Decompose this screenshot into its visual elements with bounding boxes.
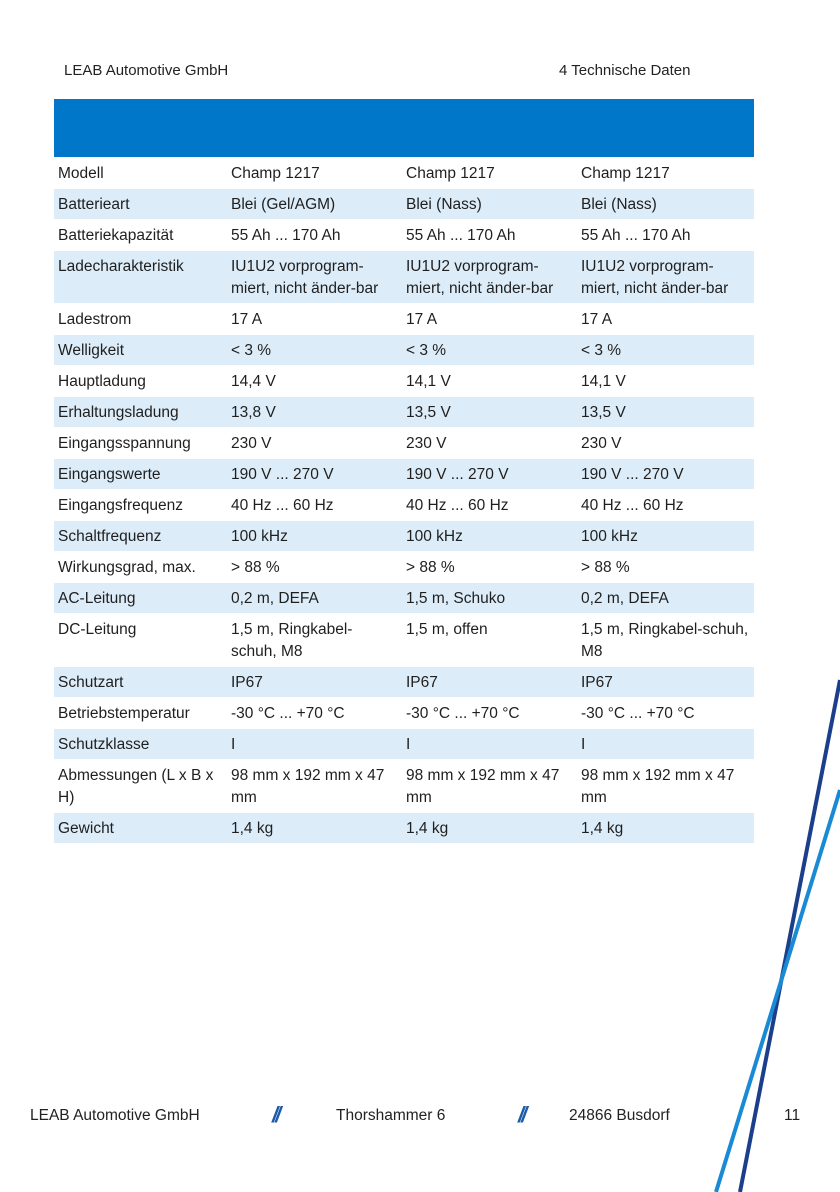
- row-value: 1,4 kg: [577, 813, 754, 844]
- row-value: 1,5 m, Schuko: [402, 583, 577, 614]
- row-value: I: [402, 729, 577, 760]
- row-value: 100 kHz: [227, 521, 402, 552]
- row-value: Blei (Nass): [402, 189, 577, 220]
- row-value: < 3 %: [227, 335, 402, 366]
- header-section-title: 4 Technische Daten: [559, 62, 691, 79]
- row-value: I: [227, 729, 402, 760]
- row-value: 190 V ... 270 V: [227, 459, 402, 490]
- row-value: 1,4 kg: [227, 813, 402, 844]
- row-value: 13,8 V: [227, 397, 402, 428]
- row-value: 14,1 V: [577, 366, 754, 397]
- row-label: Betriebstemperatur: [54, 698, 227, 729]
- row-value: 55 Ah ... 170 Ah: [577, 220, 754, 251]
- row-value: 0,2 m, DEFA: [227, 583, 402, 614]
- row-value: 230 V: [227, 428, 402, 459]
- row-value: IP67: [227, 667, 402, 698]
- row-value: -30 °C ... +70 °C: [227, 698, 402, 729]
- row-label: Abmessungen (L x B x H): [54, 760, 227, 813]
- footer-city: 24866 Busdorf: [569, 1107, 670, 1124]
- row-value: IP67: [402, 667, 577, 698]
- page-number: 11: [784, 1107, 801, 1124]
- row-value: Champ 1217: [227, 158, 402, 189]
- row-value: 98 mm x 192 mm x 47 mm: [577, 760, 754, 813]
- row-value: 230 V: [402, 428, 577, 459]
- footer-street: Thorshammer 6: [336, 1107, 446, 1124]
- row-value: Blei (Nass): [577, 189, 754, 220]
- row-value: 13,5 V: [577, 397, 754, 428]
- row-value: I: [577, 729, 754, 760]
- row-value: < 3 %: [402, 335, 577, 366]
- row-value: 98 mm x 192 mm x 47 mm: [402, 760, 577, 813]
- row-value: Champ 1217: [577, 158, 754, 189]
- row-value: IU1U2 vorprogram-miert, nicht änder-bar: [227, 251, 402, 304]
- row-value: 14,1 V: [402, 366, 577, 397]
- row-value: 40 Hz ... 60 Hz: [577, 490, 754, 521]
- row-value: IU1U2 vorprogram-miert, nicht änder-bar: [402, 251, 577, 304]
- row-label: Gewicht: [54, 813, 227, 844]
- row-label: Schutzklasse: [54, 729, 227, 760]
- row-label: Eingangswerte: [54, 459, 227, 490]
- row-value: 40 Hz ... 60 Hz: [227, 490, 402, 521]
- row-label: Erhaltungsladung: [54, 397, 227, 428]
- row-value: 230 V: [577, 428, 754, 459]
- row-value: 1,5 m, Ringkabel-schuh, M8: [227, 614, 402, 667]
- row-value: 190 V ... 270 V: [577, 459, 754, 490]
- row-value: Champ 1217: [402, 158, 577, 189]
- row-value: < 3 %: [577, 335, 754, 366]
- row-value: > 88 %: [227, 552, 402, 583]
- row-value: 14,4 V: [227, 366, 402, 397]
- row-label: Ladestrom: [54, 304, 227, 335]
- row-value: 13,5 V: [402, 397, 577, 428]
- row-label: DC-Leitung: [54, 614, 227, 667]
- footer-separator: //: [272, 1102, 279, 1127]
- row-value: > 88 %: [577, 552, 754, 583]
- row-label: Modell: [54, 158, 227, 189]
- row-label: Wirkungsgrad, max.: [54, 552, 227, 583]
- row-value: IP67: [577, 667, 754, 698]
- row-label: Hauptladung: [54, 366, 227, 397]
- row-value: 1,5 m, Ringkabel-schuh, M8: [577, 614, 754, 667]
- row-value: 100 kHz: [577, 521, 754, 552]
- header-company: LEAB Automotive GmbH: [64, 62, 229, 79]
- row-value: > 88 %: [402, 552, 577, 583]
- row-value: 0,2 m, DEFA: [577, 583, 754, 614]
- row-value: IU1U2 vorprogram-miert, nicht änder-bar: [577, 251, 754, 304]
- row-value: 190 V ... 270 V: [402, 459, 577, 490]
- row-value: 40 Hz ... 60 Hz: [402, 490, 577, 521]
- row-label: Schaltfrequenz: [54, 521, 227, 552]
- row-label: Eingangsfrequenz: [54, 490, 227, 521]
- row-value: 1,4 kg: [402, 813, 577, 844]
- row-value: 17 A: [577, 304, 754, 335]
- row-value: 1,5 m, offen: [402, 614, 577, 667]
- row-label: Schutzart: [54, 667, 227, 698]
- row-value: 100 kHz: [402, 521, 577, 552]
- row-value: -30 °C ... +70 °C: [402, 698, 577, 729]
- row-label: Welligkeit: [54, 335, 227, 366]
- row-value: Blei (Gel/AGM): [227, 189, 402, 220]
- row-value: 55 Ah ... 170 Ah: [227, 220, 402, 251]
- row-label: Batterieart: [54, 189, 227, 220]
- row-value: 55 Ah ... 170 Ah: [402, 220, 577, 251]
- footer-separator: //: [518, 1102, 525, 1127]
- row-label: Batteriekapazität: [54, 220, 227, 251]
- footer-company: LEAB Automotive GmbH: [30, 1107, 200, 1124]
- row-value: -30 °C ... +70 °C: [577, 698, 754, 729]
- row-label: Ladecharakteristik: [54, 251, 227, 304]
- row-value: 17 A: [402, 304, 577, 335]
- row-value: 98 mm x 192 mm x 47 mm: [227, 760, 402, 813]
- row-value: 17 A: [227, 304, 402, 335]
- light-stripe: [716, 790, 840, 1192]
- row-label: Eingangsspannung: [54, 428, 227, 459]
- row-label: AC-Leitung: [54, 583, 227, 614]
